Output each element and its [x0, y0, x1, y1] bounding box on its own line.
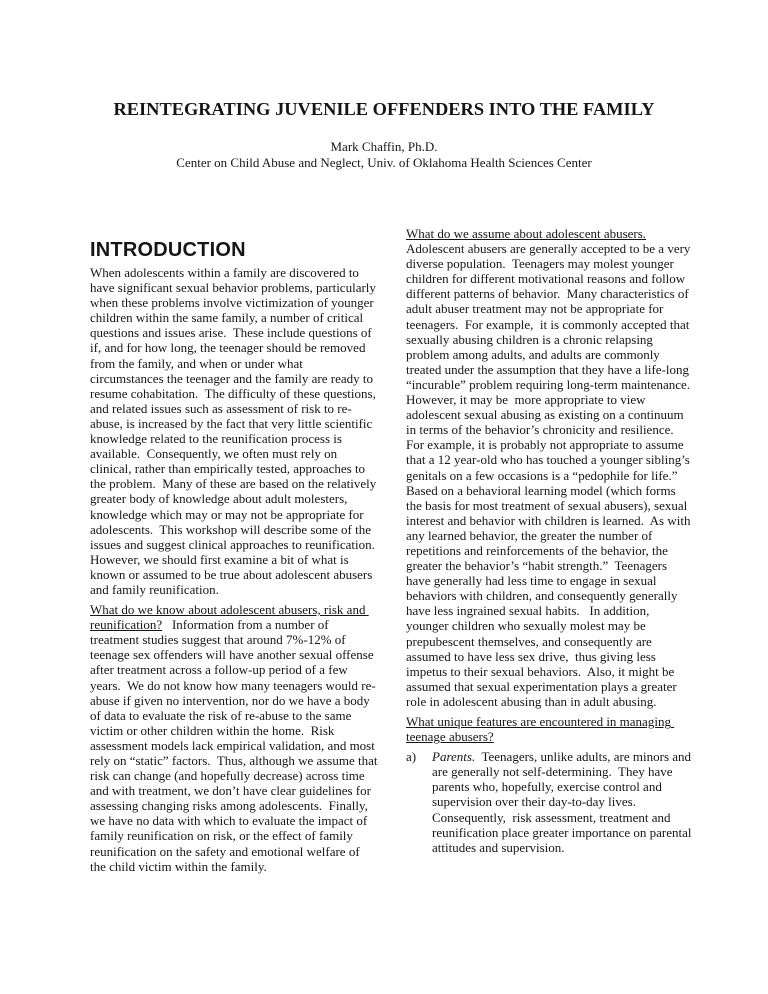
introduction-paragraph	[90, 265, 382, 597]
unique-features-heading-text: What unique features are encountered in managing teenage abusers?	[406, 714, 675, 745]
left-column	[90, 239, 382, 879]
risk-reunification-paragraph-text: Information from a number of treatment studies suggest that around 7%-12% of teenage sex offenders will have another sexual offense after treatment across a follow-up period of a few years. We do not know how many teenagers would re-abuse if given no intervention, nor do we have a body of data to evaluate the risk of re-abuse to the same victim or other children within the home. Risk assessment models lack empirical validation, and most rely on “static” factors. Thus, although we assume that risk can change (and hopefully decrease) across time and with treatment, we don’t have clear guidelines for assessing changing risks among adolescents. Finally, we have no data with which to evaluate the impact of family reunification on risk, or the effect of family reunification on the safety and emotional welfare of the child victim within the family.	[90, 617, 381, 874]
list-item-parents-paragraph	[432, 749, 694, 855]
page-title: REINTEGRATING JUVENILE OFFENDERS INTO THE FAMILY	[113, 99, 655, 119]
assumptions-paragraph-text: Adolescent abusers are generally accepted to be a very diverse population. Teenagers may molest younger children for different motivational reasons and follow different patterns of behavior. Many characteristics of adult abuser treatment may not be appropriate for teenagers. For example, it is commonly accepted that sexually abusing children is a chronic relapsing problem among adults, and adults are commonly treated under the assumption that they have a life-long “incurable” problem requiring long-term maintenance. However, it may be more appropriate to view adolescent sexual abusing as existing on a continuum in terms of the behavior’s chronicity and resilience. For example, it is probably not appropriate to assume that a 12 year-old who has touched a younger sibling’s genitals on a few occasions is a “pedophile for life.” Based on a behavioral learning model (which forms the basis for most treatment of sexual abusers), sexual interest and behavior with children is learned. As with any learned behavior, the greater the number of repetitions and reinforcements of the behavior, the greater the behavior’s “habit strength.” Teenagers have generally had less time to engage in sexual behaviors with children, and consequently generally have less ingrained sexual habits. In addition, younger children who sexually molest may be prepubescent themselves, and consequently are assumed to have less sex drive, thus giving less impetus to their sexual behaviors. Also, it might be assumed that sexual experimentation plays a greater role in adolescent abusing than in adult abusing.	[406, 226, 697, 709]
assumptions-paragraph	[406, 226, 697, 709]
byline	[0, 139, 768, 170]
inline-question-heading-assume: What do we assume about adolescent abusers.	[406, 226, 647, 241]
unique-features-heading	[406, 714, 694, 744]
author-name: Mark Chaffin, Ph.D.	[330, 139, 438, 154]
list-item-term: Parents.	[432, 749, 476, 765]
inline-question-heading-know: What do we know about adolescent abusers, risk and reunification?	[90, 602, 369, 633]
author-affiliation: Center on Child Abuse and Neglect, Univ. of Oklahoma Health Sciences Center	[176, 154, 592, 170]
right-column	[406, 226, 697, 860]
list-item-body-text: Teenagers, unlike adults, are minors and are generally not self-determining. They have parents who, hopefully, exercise control and supervision over their day-to-day lives. Consequently, risk assessment, treatment and reunification place greater importance on parental attitudes and supervision.	[432, 749, 695, 855]
introduction-paragraph-text: When adolescents within a family are discovered to have significant sexual behavior problems, particularly when these problems involve victimization of younger children within the same family, a number of critical questions and issues arise. These include questions of if, and for how long, the teenager should be removed from the family, and when or under what circumstances the teenager and the family are ready to resume cohabitation. The difficulty of these questions, and related issues such as assessment of risk to re-abuse, is increased by the fact that very little scientific knowledge related to the reunification process is available. Consequently, we often must rely on clinical, rather than empirically tested, approaches to the problem. Many of these are based on the relatively greater body of knowledge about adult molesters, knowledge which may or may not be appropriate for adolescents. This workshop will describe some of the issues and suggest clinical approaches to reunification. However, we should first examine a bit of what is known or assumed to be true about adolescent abusers and family reunification.	[90, 265, 382, 597]
list-item-parents	[406, 749, 694, 860]
risk-reunification-paragraph	[90, 602, 381, 874]
section-heading-introduction: INTRODUCTION	[90, 239, 246, 261]
list-item-marker: a)	[406, 749, 417, 765]
